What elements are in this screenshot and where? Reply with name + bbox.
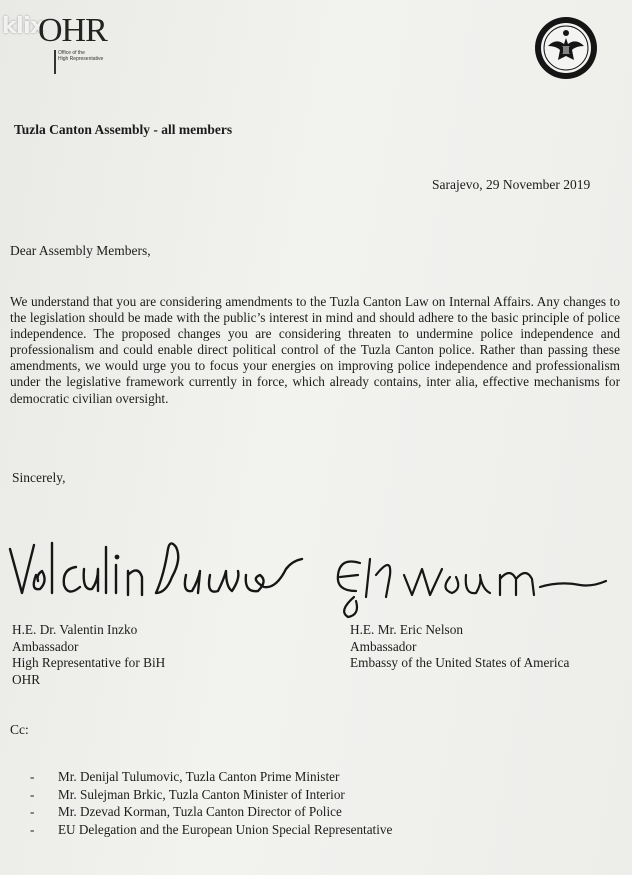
ohr-logo-icon: [38, 14, 158, 74]
ohr-logo-divider: [54, 50, 56, 74]
signatory-left-title: Ambassador: [12, 638, 79, 654]
signatory-left-name: H.E. Dr. Valentin Inzko: [12, 622, 138, 637]
cc-bullet: -: [30, 786, 35, 802]
cc-bullet: -: [30, 804, 35, 819]
letter-body-paragraph: We understand that you are considering amendments to the Tuzla Canton Law on Internal Affairs. Any changes to the legislation should be made with the public’s interest in mind and should adhere to the basic principle of police independence. The proposed changes you are considering threaten to undermine police independence and professionalism and could enable direct political control of the Tuzla Canton police. Rather than passing these amendments, we would urge you to focus your energies on improving police independence and professionalism under the legislative framework currently in force, which already contains, inter alia, effective mechanisms for democratic civilian oversight.: [10, 294, 620, 406]
ohr-logo-subtitle: [58, 50, 148, 62]
handwritten-signature-inzko: [6, 535, 306, 625]
handwritten-signature-nelson: [330, 545, 610, 625]
signatory-left-role: High Representative for BiH: [12, 655, 166, 670]
us-embassy-seal-icon: [534, 16, 598, 80]
signatory-right: [350, 622, 569, 672]
cc-item-text: Mr. Dzevad Korman, Tuzla Canton Director of Police: [58, 804, 342, 819]
cc-item-text: EU Delegation and the European Union Special Representative: [58, 821, 393, 837]
cc-bullet: -: [30, 821, 35, 837]
cc-bullet: -: [30, 769, 35, 784]
list-item: [30, 768, 392, 786]
list-item: [30, 803, 392, 821]
signatory-right-name: H.E. Mr. Eric Nelson: [350, 622, 464, 637]
list-item: [30, 786, 392, 804]
cc-item-text: Mr. Sulejman Brkic, Tuzla Canton Minister of Interior: [58, 786, 345, 802]
date-line: Sarajevo, 29 November 2019: [432, 177, 591, 192]
signatory-left: [12, 622, 165, 688]
cc-list: [30, 768, 392, 838]
salutation: Dear Assembly Members,: [10, 243, 151, 258]
recipient-line: Tuzla Canton Assembly - all members: [14, 122, 233, 137]
ohr-subtitle-line-1: Office of the: [58, 50, 85, 56]
list-item: [30, 821, 392, 839]
cc-item-text: Mr. Denijal Tulumovic, Tuzla Canton Prime Minister: [58, 769, 340, 784]
signatory-right-org: Embassy of the United States of America: [350, 655, 570, 670]
signatory-left-org: OHR: [12, 671, 41, 687]
closing: Sincerely,: [12, 470, 66, 485]
source-watermark: klix: [2, 14, 44, 39]
signatory-right-title: Ambassador: [350, 638, 417, 654]
ohr-logo-letters: OHR: [38, 12, 107, 49]
cc-label: Cc:: [10, 722, 29, 737]
ohr-subtitle-line-2: High Representative: [58, 56, 104, 62]
